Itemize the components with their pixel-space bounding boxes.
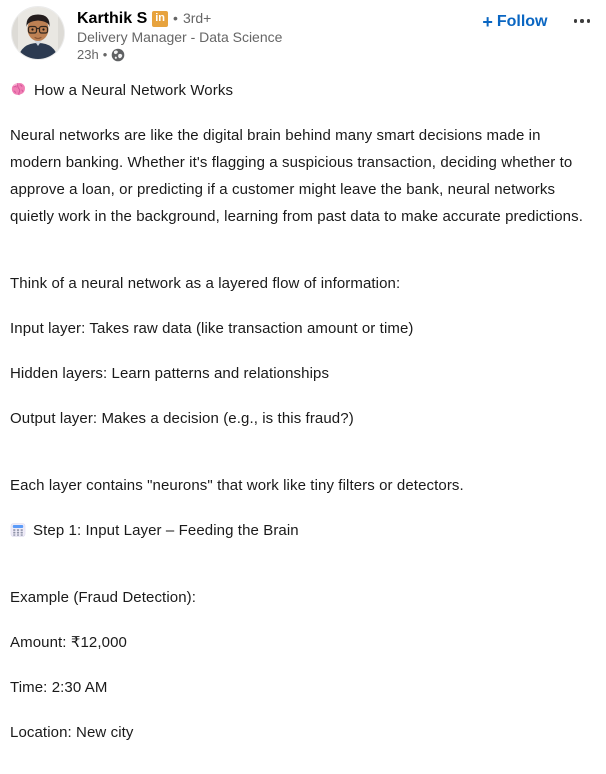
ellipsis-dot (587, 19, 591, 23)
post-paragraph: Output layer: Makes a decision (e.g., is this fraud?) (10, 410, 354, 427)
post-paragraph: Example (Fraud Detection): (10, 589, 197, 606)
post-step-heading (10, 517, 596, 544)
plus-icon: + (482, 12, 493, 32)
follow-label: Follow (496, 13, 548, 30)
avatar-illustration (12, 7, 64, 59)
ellipsis-dot (580, 19, 584, 23)
post-paragraph: Time: 2:30 AM (10, 679, 108, 696)
post-paragraph: Each layer contains "neurons" that work like tiny filters or detectors. (10, 477, 464, 494)
post-meta-row (77, 47, 482, 62)
post-paragraph: Neural networks are like the digital brain behind many smart decisions made in modern banking. Whether it's flagging a suspicious transaction, deciding whether to approve a loan, or predicting if a customer might leave the bank, neural networks quietly work in the background, learning from past data to make accurate predictions. (10, 127, 583, 225)
connection-degree: 3rd+ (182, 10, 212, 26)
more-options-button[interactable] (570, 11, 595, 29)
calculator-icon (10, 522, 26, 538)
post-actions (482, 7, 594, 33)
avatar[interactable] (12, 7, 64, 59)
brain-icon (10, 81, 27, 98)
separator-dot: • (102, 47, 108, 62)
post-paragraph: Think of a neural network as a layered flow of information: (10, 275, 401, 292)
post-title-text: How a Neural Network Works (34, 82, 234, 99)
post-age: 23h (77, 47, 99, 62)
follow-button[interactable] (482, 11, 547, 33)
post-title (10, 77, 596, 104)
actor-name[interactable]: Karthik S (77, 10, 148, 27)
post-paragraph: Input layer: Takes raw data (like transaction amount or time) (10, 320, 414, 337)
linkedin-premium-badge: in (152, 11, 168, 27)
post-content (10, 77, 596, 746)
post-paragraph: Hidden layers: Learn patterns and relationships (10, 365, 330, 382)
globe-icon (111, 48, 125, 62)
post-paragraph: Location: New city (10, 724, 134, 741)
separator-dot: • (173, 10, 178, 26)
post-paragraph: Amount: ₹12,000 (10, 634, 127, 651)
actor-headline: Delivery Manager - Data Science (77, 29, 283, 45)
ellipsis-dot (574, 19, 578, 23)
post-step-heading-text: Step 1: Input Layer – Feeding the Brain (33, 522, 299, 539)
actor-info (77, 7, 482, 62)
actor-name-row (77, 9, 482, 28)
post-header (10, 7, 596, 62)
